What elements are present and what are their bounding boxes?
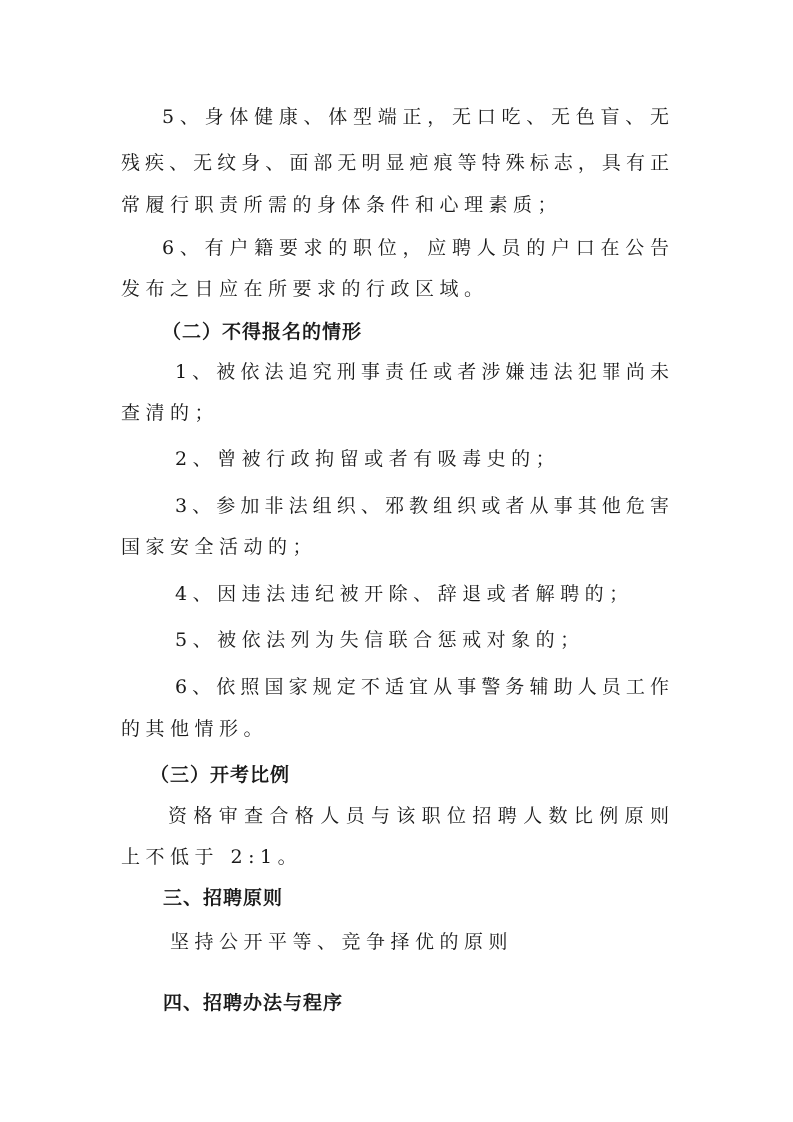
paragraph-line: 查清的； — [121, 402, 220, 424]
paragraph-line: 5、被依法列为失信联合惩戒对象的； — [175, 629, 585, 651]
paragraph-line: 残疾、无纹身、面部无明显疤痕等特殊标志，具有正 — [121, 152, 669, 174]
section-heading: 四、招聘办法与程序 — [163, 992, 344, 1014]
paragraph-line: 资格审查合格人员与该职位招聘人数比例原则 — [168, 805, 669, 827]
section-heading: （三）开考比例 — [150, 764, 291, 786]
section-heading: （二）不得报名的情形 — [162, 321, 363, 343]
paragraph-line: 6、有户籍要求的职位，应聘人员的户口在公告 — [162, 237, 669, 259]
paragraph-line: 上不低于 2:1。 — [121, 846, 303, 868]
paragraph-line: 3、参加非法组织、邪教组织或者从事其他危害 — [175, 495, 669, 517]
paragraph-line: 1、被依法追究刑事责任或者涉嫌违法犯罪尚未 — [175, 361, 669, 383]
section-heading: 三、招聘原则 — [163, 887, 284, 909]
paragraph-line: 国家安全活动的； — [121, 536, 318, 558]
paragraph-line: 的其他情形。 — [121, 718, 269, 740]
paragraph-line: 常履行职责所需的身体条件和心理素质； — [121, 194, 563, 216]
paragraph-line: 发布之日应在所要求的行政区域。 — [121, 278, 489, 300]
paragraph-line: 2、曾被行政拘留或者有吸毒史的； — [175, 448, 561, 470]
paragraph-line: 5、身体健康、体型端正，无口吃、无色盲、无 — [162, 106, 669, 128]
paragraph-line: 坚持公开平等、竞争择优的原则 — [170, 931, 514, 953]
paragraph-line: 4、因违法违纪被开除、辞退或者解聘的； — [175, 583, 634, 605]
paragraph-line: 6、依照国家规定不适宜从事警务辅助人员工作 — [175, 676, 669, 698]
